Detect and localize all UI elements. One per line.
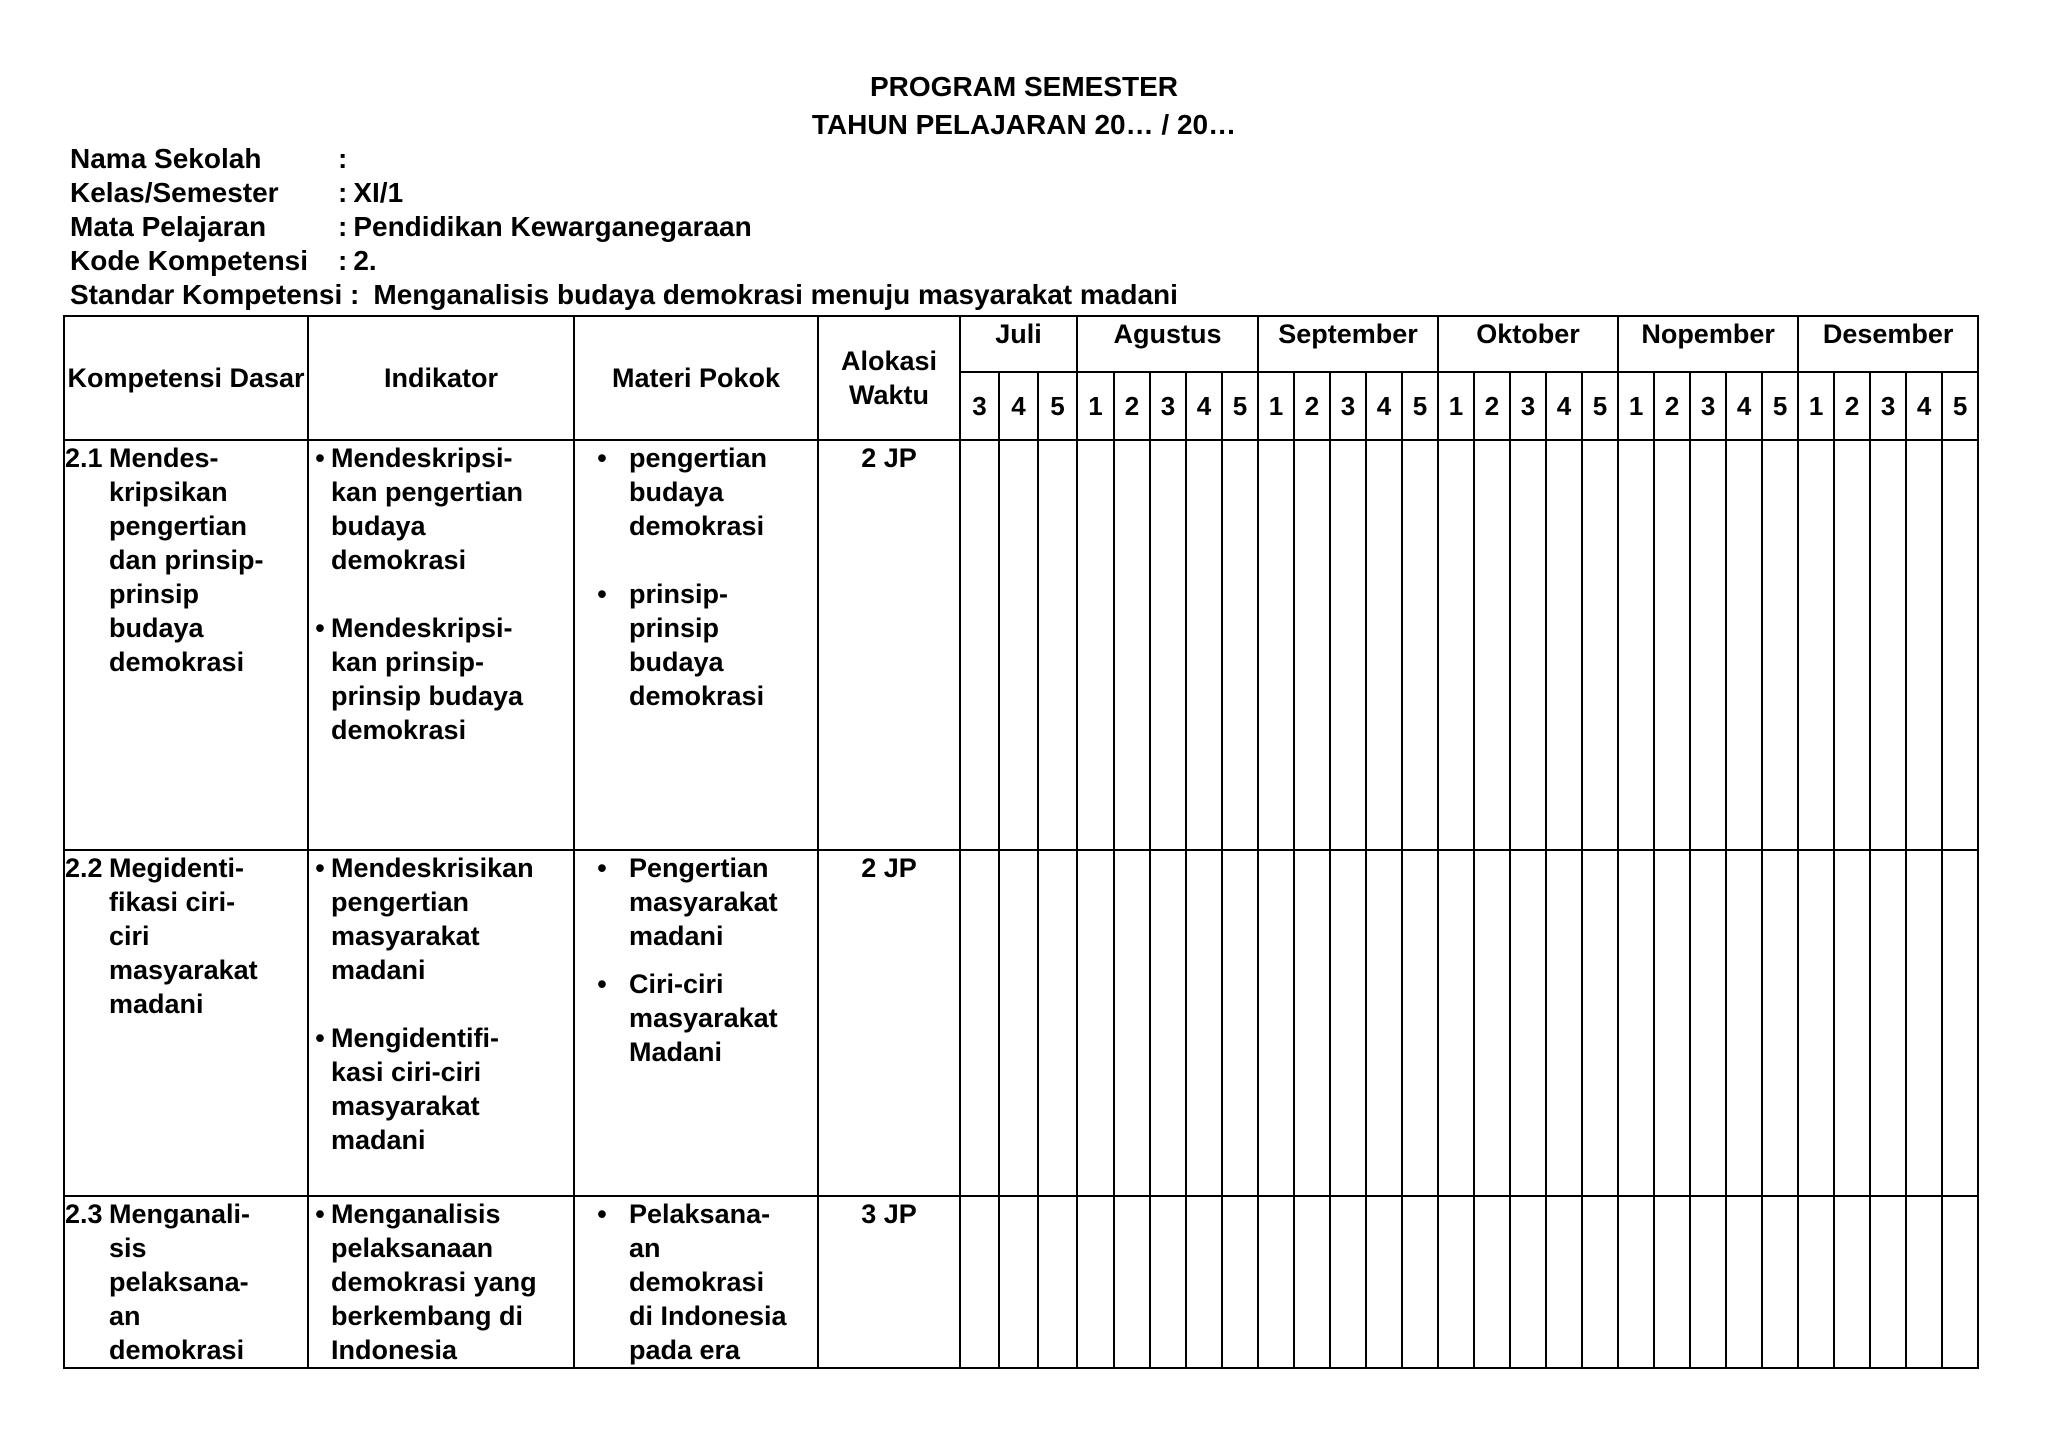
spacer xyxy=(309,987,573,1021)
week-cell[interactable] xyxy=(1114,1196,1150,1368)
week-cell[interactable] xyxy=(960,440,999,850)
text-line: pengertian xyxy=(109,511,248,541)
text-line: Megidenti- xyxy=(109,853,244,883)
kompetensi-dasar-cell xyxy=(64,440,308,850)
header-week: 2 xyxy=(1114,372,1150,440)
materi-cell xyxy=(574,440,818,850)
week-cell[interactable] xyxy=(1474,850,1510,1196)
week-cell[interactable] xyxy=(1546,1196,1582,1368)
week-cell[interactable] xyxy=(1726,440,1762,850)
header-week: 1 xyxy=(1798,372,1834,440)
week-cell[interactable] xyxy=(1438,440,1474,850)
bullet-icon: • xyxy=(315,853,325,883)
document-header xyxy=(0,68,2048,144)
week-cell[interactable] xyxy=(1258,440,1294,850)
text-line: Ciri-ciri xyxy=(629,969,724,999)
week-cell[interactable] xyxy=(1077,850,1114,1196)
week-cell[interactable] xyxy=(1366,440,1402,850)
text-line: masyarakat xyxy=(629,887,778,917)
header-week: 1 xyxy=(1438,372,1474,440)
table-row xyxy=(64,850,1978,1196)
text-line: pelaksana- xyxy=(109,1267,249,1297)
kompetensi-dasar-cell xyxy=(64,1196,308,1368)
text-line: budaya xyxy=(109,613,204,643)
text-line: Pengertian xyxy=(629,853,769,883)
bullet-icon: • xyxy=(315,1199,325,1229)
info-kelas-semester xyxy=(70,176,1178,210)
text-line: masyarakat xyxy=(331,921,480,951)
week-cell[interactable] xyxy=(1258,1196,1294,1368)
bullet-icon: • xyxy=(597,579,607,609)
week-cell[interactable] xyxy=(1690,440,1726,850)
text-line: budaya xyxy=(629,647,724,677)
text-line: budaya xyxy=(629,477,724,507)
header-month-agustus: Agustus xyxy=(1077,316,1258,372)
indikator-cell xyxy=(308,1196,574,1368)
text-line: demokrasi xyxy=(331,715,467,745)
header-week: 3 xyxy=(1690,372,1726,440)
week-cell[interactable] xyxy=(1038,850,1077,1196)
week-cell[interactable] xyxy=(1690,850,1726,1196)
indikator-item xyxy=(309,441,573,577)
week-cell[interactable] xyxy=(1077,440,1114,850)
indikator-item xyxy=(309,1197,573,1367)
info-label: Nama Sekolah xyxy=(70,143,262,174)
week-cell[interactable] xyxy=(1690,1196,1726,1368)
kd-text xyxy=(109,1197,307,1367)
text-line: kan prinsip- xyxy=(331,647,485,677)
header-week: 4 xyxy=(1726,372,1762,440)
indikator-cell xyxy=(308,440,574,850)
text-line: an xyxy=(109,1301,141,1331)
week-cell[interactable] xyxy=(1906,440,1942,850)
week-cell[interactable] xyxy=(960,850,999,1196)
text-line: demokrasi yang xyxy=(331,1267,537,1297)
week-cell[interactable] xyxy=(1654,850,1690,1196)
week-cell[interactable] xyxy=(1510,850,1546,1196)
text-line: Mendeskrisikan xyxy=(331,853,534,883)
materi-cell xyxy=(574,1196,818,1368)
info-colon: : xyxy=(338,177,348,208)
text-line: masyarakat xyxy=(629,1003,778,1033)
info-mata-pelajaran xyxy=(70,210,1178,244)
info-value: 2. xyxy=(353,245,377,276)
text-line: Pelaksana- xyxy=(629,1199,771,1229)
week-cell[interactable] xyxy=(1942,850,1978,1196)
info-nama-sekolah xyxy=(70,142,1178,176)
info-standar-kompetensi xyxy=(70,278,1178,312)
bullet-icon: • xyxy=(597,853,607,883)
header-week: 5 xyxy=(1402,372,1438,440)
week-cell[interactable] xyxy=(1618,440,1654,850)
bullet-text xyxy=(331,1197,573,1367)
header-month-desember: Desember xyxy=(1798,316,1978,372)
week-cell[interactable] xyxy=(1150,440,1186,850)
header-week: 4 xyxy=(1366,372,1402,440)
spacer xyxy=(575,953,817,967)
header-week: 4 xyxy=(1186,372,1222,440)
text-line: ciri xyxy=(109,921,150,951)
indikator-item xyxy=(309,1021,573,1157)
week-cell[interactable] xyxy=(1366,1196,1402,1368)
header-week: 5 xyxy=(1942,372,1978,440)
week-cell[interactable] xyxy=(1906,850,1942,1196)
week-cell[interactable] xyxy=(1582,850,1618,1196)
week-cell[interactable] xyxy=(1038,1196,1077,1368)
week-cell[interactable] xyxy=(1906,1196,1942,1368)
header-week: 2 xyxy=(1474,372,1510,440)
week-cell[interactable] xyxy=(1330,440,1366,850)
spacer xyxy=(575,543,817,577)
header-materi-pokok: Materi Pokok xyxy=(574,316,818,440)
text-line: kripsikan xyxy=(109,477,228,507)
week-cell[interactable] xyxy=(1474,1196,1510,1368)
text-line: madani xyxy=(331,1125,426,1155)
week-cell[interactable] xyxy=(1330,850,1366,1196)
week-cell[interactable] xyxy=(1186,1196,1222,1368)
week-cell[interactable] xyxy=(1222,440,1258,850)
materi-item xyxy=(575,851,817,953)
text-line: Menganalisis xyxy=(331,1199,501,1229)
text-line: Madani xyxy=(629,1037,723,1067)
week-cell[interactable] xyxy=(1114,850,1150,1196)
week-cell[interactable] xyxy=(999,1196,1038,1368)
week-cell[interactable] xyxy=(1186,440,1222,850)
text-line: prinsip xyxy=(109,579,200,609)
text-line: demokrasi xyxy=(331,545,467,575)
text-line: prinsip- xyxy=(629,579,728,609)
header-week: 3 xyxy=(1150,372,1186,440)
materi-item xyxy=(575,967,817,1069)
bullet-text xyxy=(331,441,573,577)
week-cell[interactable] xyxy=(960,1196,999,1368)
header-week: 5 xyxy=(1038,372,1077,440)
kd-text xyxy=(109,441,307,679)
header-month-juli: Juli xyxy=(960,316,1077,372)
header-week: 3 xyxy=(1330,372,1366,440)
header-week: 4 xyxy=(1546,372,1582,440)
info-label: Kode Kompetensi xyxy=(70,245,309,276)
header-week: 3 xyxy=(1510,372,1546,440)
bullet-icon: • xyxy=(315,443,325,473)
header-week: 2 xyxy=(1834,372,1870,440)
info-value: Menganalisis budaya demokrasi menuju masyarakat madani xyxy=(373,279,1178,310)
week-cell[interactable] xyxy=(1798,440,1834,850)
materi-cell xyxy=(574,850,818,1196)
week-cell[interactable] xyxy=(1726,1196,1762,1368)
week-cell[interactable] xyxy=(1186,850,1222,1196)
materi-item xyxy=(575,1197,817,1367)
bullet-text xyxy=(629,967,817,1069)
info-label: Mata Pelajaran xyxy=(70,211,267,242)
header-week: 4 xyxy=(1906,372,1942,440)
week-cell[interactable] xyxy=(1438,1196,1474,1368)
header-month-september: September xyxy=(1258,316,1438,372)
text-line: madani xyxy=(629,921,724,951)
alokasi-cell: 2 JP xyxy=(818,440,960,850)
week-cell[interactable] xyxy=(1114,440,1150,850)
week-cell[interactable] xyxy=(1294,440,1330,850)
week-cell[interactable] xyxy=(1330,1196,1366,1368)
week-cell[interactable] xyxy=(1654,440,1690,850)
bullet-text xyxy=(629,441,817,543)
kompetensi-dasar-cell xyxy=(64,850,308,1196)
week-cell[interactable] xyxy=(1510,1196,1546,1368)
text-line: an xyxy=(629,1233,661,1263)
bullet-text xyxy=(629,577,817,713)
week-cell[interactable] xyxy=(1942,440,1978,850)
header-month-nopember: Nopember xyxy=(1618,316,1798,372)
week-cell[interactable] xyxy=(1834,1196,1870,1368)
week-cell[interactable] xyxy=(1762,440,1798,850)
text-line: pada era xyxy=(629,1335,741,1365)
week-cell[interactable] xyxy=(1618,850,1654,1196)
text-line: kan pengertian xyxy=(331,477,524,507)
text-line: demokrasi xyxy=(629,1267,765,1297)
spacer xyxy=(309,577,573,611)
header-week: 3 xyxy=(1870,372,1906,440)
bullet-text xyxy=(331,1021,573,1157)
info-colon: : xyxy=(338,143,348,174)
week-cell[interactable] xyxy=(1546,850,1582,1196)
header-indikator: Indikator xyxy=(308,316,574,440)
text-line: demokrasi xyxy=(629,681,765,711)
week-cell[interactable] xyxy=(1762,850,1798,1196)
table-row xyxy=(64,440,1978,850)
materi-item xyxy=(575,441,817,543)
header-week: 5 xyxy=(1582,372,1618,440)
header-week: 1 xyxy=(1258,372,1294,440)
info-kode-kompetensi xyxy=(70,244,1178,278)
text-line: pengertian xyxy=(629,443,768,473)
text-line: masyarakat xyxy=(109,955,258,985)
info-value: XI/1 xyxy=(353,177,404,208)
header-week: 5 xyxy=(1222,372,1258,440)
week-cell[interactable] xyxy=(1402,440,1438,850)
kd-number: 2.1 xyxy=(65,443,103,473)
text-line: Mendeskripsi- xyxy=(331,443,513,473)
kd-number: 2.2 xyxy=(65,853,103,883)
header-week: 3 xyxy=(960,372,999,440)
week-cell[interactable] xyxy=(1294,1196,1330,1368)
alokasi-cell: 2 JP xyxy=(818,850,960,1196)
header-week: 2 xyxy=(1654,372,1690,440)
alokasi-cell: 3 JP xyxy=(818,1196,960,1368)
week-cell[interactable] xyxy=(1510,440,1546,850)
week-cell[interactable] xyxy=(1222,1196,1258,1368)
week-cell[interactable] xyxy=(1150,1196,1186,1368)
bullet-icon: • xyxy=(315,613,325,643)
text-line: budaya xyxy=(331,511,426,541)
header-alokasi-waktu: Alokasi Waktu xyxy=(818,316,960,440)
info-block xyxy=(70,142,1178,312)
week-cell[interactable] xyxy=(1618,1196,1654,1368)
week-cell[interactable] xyxy=(999,440,1038,850)
text-line: madani xyxy=(109,989,204,1019)
header-kompetensi-dasar: Kompetensi Dasar xyxy=(64,316,308,440)
info-colon: : xyxy=(338,245,348,276)
week-cell[interactable] xyxy=(1546,440,1582,850)
week-cell[interactable] xyxy=(1366,850,1402,1196)
week-cell[interactable] xyxy=(1798,1196,1834,1368)
text-line: Mengidentifi- xyxy=(331,1023,499,1053)
bullet-text xyxy=(629,851,817,953)
header-week: 1 xyxy=(1077,372,1114,440)
week-cell[interactable] xyxy=(1402,1196,1438,1368)
week-cell[interactable] xyxy=(1582,1196,1618,1368)
bullet-icon: • xyxy=(597,969,607,999)
bullet-text xyxy=(629,1197,817,1367)
week-cell[interactable] xyxy=(1762,1196,1798,1368)
header-row-months xyxy=(64,316,1978,372)
text-line: demokrasi xyxy=(109,647,245,677)
text-line: Indonesia xyxy=(331,1335,458,1365)
bullet-text xyxy=(331,611,573,747)
info-value: Pendidikan Kewarganegaraan xyxy=(353,211,752,242)
text-line: pelaksanaan xyxy=(331,1233,494,1263)
bullet-icon: • xyxy=(315,1023,325,1053)
week-cell[interactable] xyxy=(1438,850,1474,1196)
document-subtitle: TAHUN PELAJARAN 20… / 20… xyxy=(811,109,1237,140)
indikator-item xyxy=(309,611,573,747)
materi-item xyxy=(575,577,817,713)
week-cell[interactable] xyxy=(1834,440,1870,850)
text-line: di Indonesia xyxy=(629,1301,787,1331)
kd-number: 2.3 xyxy=(65,1199,103,1229)
bullet-icon: • xyxy=(597,1199,607,1229)
week-cell[interactable] xyxy=(999,850,1038,1196)
text-line: demokrasi xyxy=(629,511,765,541)
week-cell[interactable] xyxy=(1726,850,1762,1196)
header-week: 5 xyxy=(1762,372,1798,440)
text-line: dan prinsip- xyxy=(109,545,264,575)
text-line: prinsip budaya xyxy=(331,681,524,711)
text-line: madani xyxy=(331,955,426,985)
text-line: pengertian xyxy=(331,887,470,917)
week-cell[interactable] xyxy=(1222,850,1258,1196)
text-line: fikasi ciri- xyxy=(109,887,236,917)
info-label: Kelas/Semester xyxy=(70,177,279,208)
week-cell[interactable] xyxy=(1942,1196,1978,1368)
text-line: berkembang di xyxy=(331,1301,524,1331)
header-week: 2 xyxy=(1294,372,1330,440)
text-line: Mendes- xyxy=(109,443,219,473)
text-line: demokrasi xyxy=(109,1335,245,1365)
week-cell[interactable] xyxy=(1258,850,1294,1196)
table-row xyxy=(64,1196,1978,1368)
week-cell[interactable] xyxy=(1870,1196,1906,1368)
bullet-icon: • xyxy=(597,443,607,473)
week-cell[interactable] xyxy=(1654,1196,1690,1368)
week-cell[interactable] xyxy=(1798,850,1834,1196)
info-label: Standar Kompetensi : xyxy=(70,279,360,310)
week-cell[interactable] xyxy=(1474,440,1510,850)
week-cell[interactable] xyxy=(1150,850,1186,1196)
header-week: 4 xyxy=(999,372,1038,440)
schedule-table xyxy=(63,315,1979,1369)
text-line: Menganali- xyxy=(109,1199,251,1229)
kd-text xyxy=(109,851,307,1021)
text-line: prinsip xyxy=(629,613,720,643)
text-line: Mendeskripsi- xyxy=(331,613,513,643)
info-colon: : xyxy=(338,211,348,242)
text-line: kasi ciri-ciri xyxy=(331,1057,482,1087)
week-cell[interactable] xyxy=(1834,850,1870,1196)
header-week: 1 xyxy=(1618,372,1654,440)
week-cell[interactable] xyxy=(1294,850,1330,1196)
week-cell[interactable] xyxy=(1402,850,1438,1196)
indikator-cell xyxy=(308,850,574,1196)
document-title: PROGRAM SEMESTER xyxy=(869,71,1179,102)
week-cell[interactable] xyxy=(1038,440,1077,850)
week-cell[interactable] xyxy=(1077,1196,1114,1368)
week-cell[interactable] xyxy=(1870,850,1906,1196)
text-line: masyarakat xyxy=(331,1091,480,1121)
indikator-item xyxy=(309,851,573,987)
week-cell[interactable] xyxy=(1582,440,1618,850)
bullet-text xyxy=(331,851,573,987)
header-month-oktober: Oktober xyxy=(1438,316,1618,372)
text-line: sis xyxy=(109,1233,147,1263)
week-cell[interactable] xyxy=(1870,440,1906,850)
